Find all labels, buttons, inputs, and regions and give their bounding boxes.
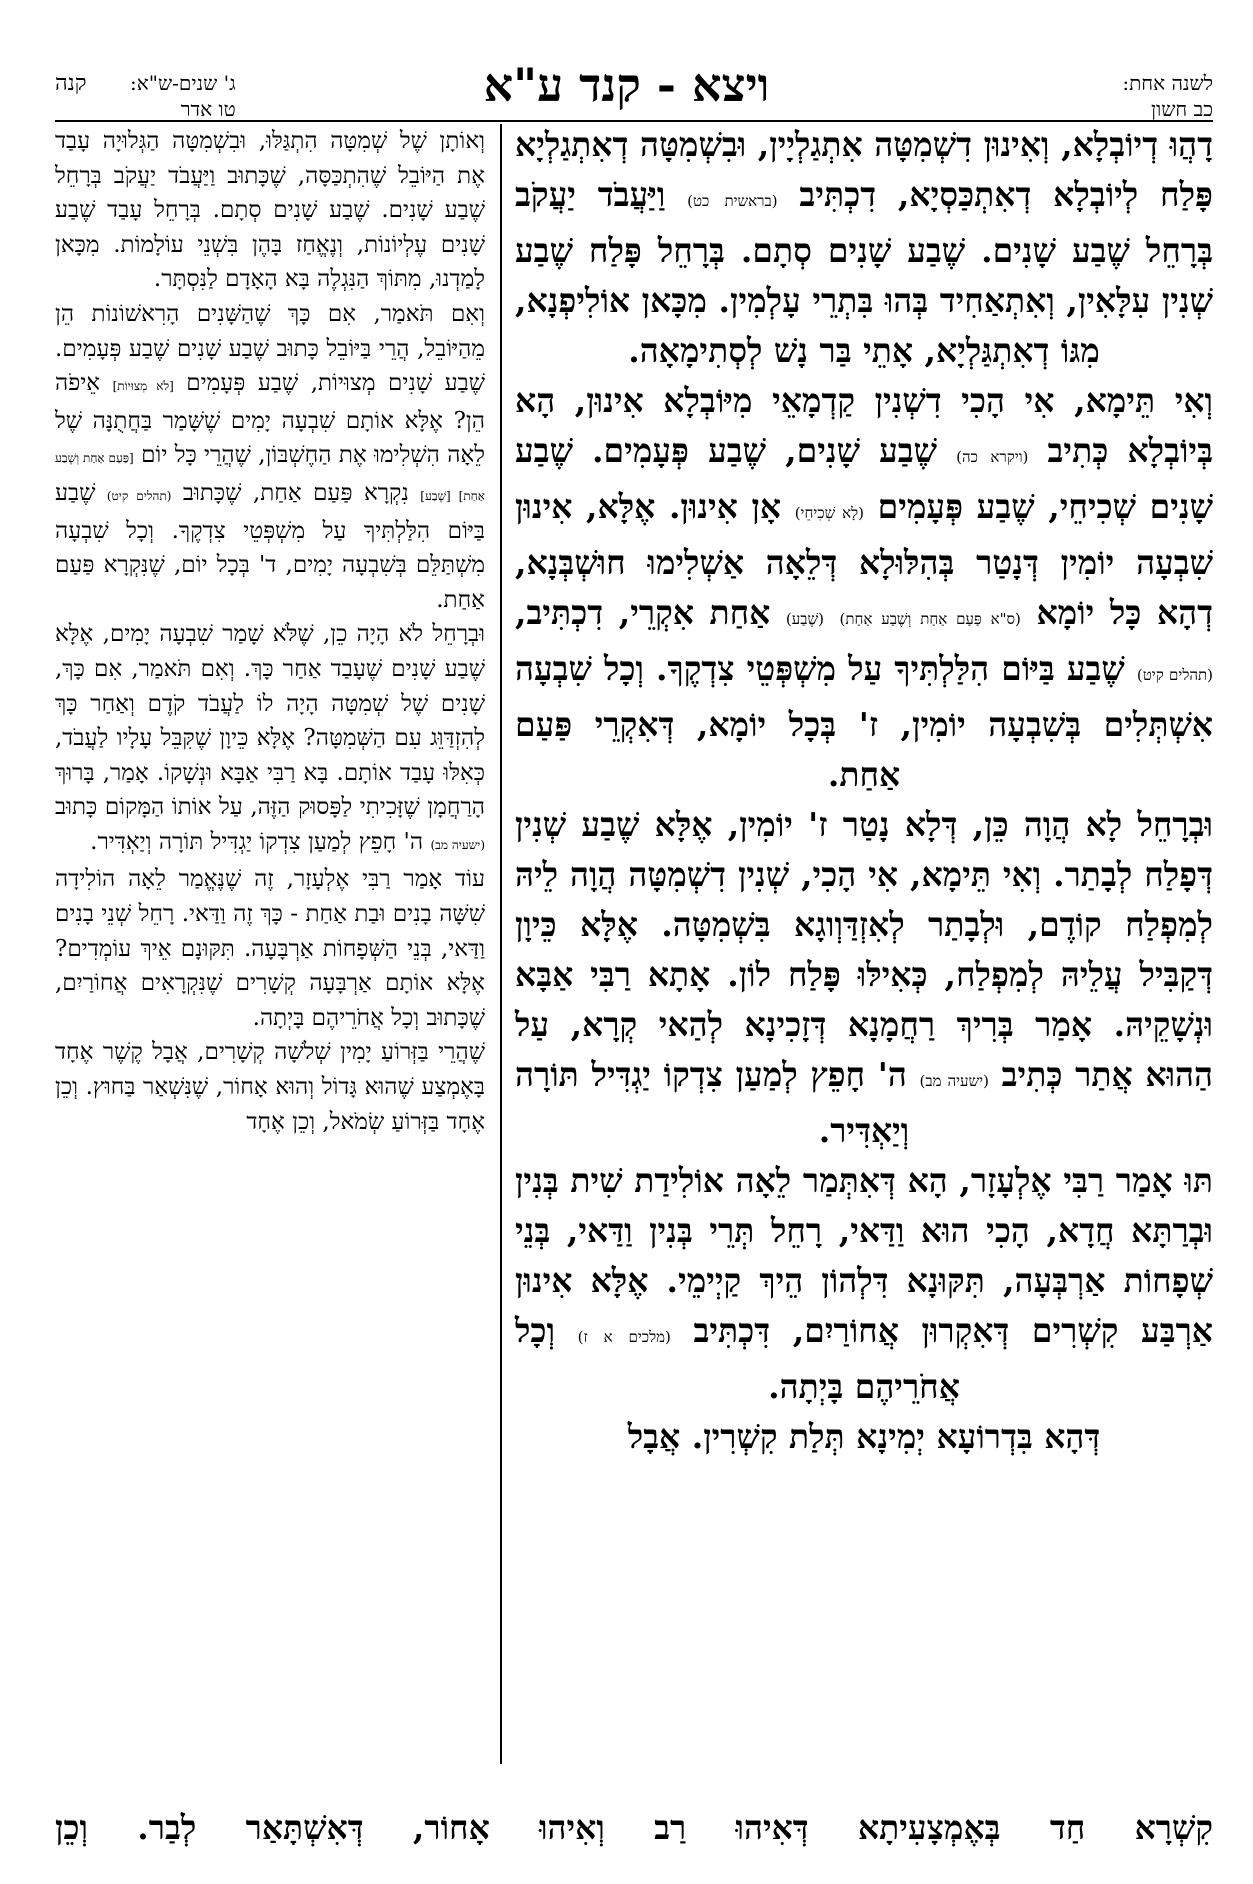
commentary-text: עוֹד אָמַר רַבִּי אֶלְעָזָר, זֶה שֶׁנֶּאֱמַר לֵאָה הוֹלִידָה שִׁשָּׁה בָנִים וּבַת אַחַת - כָּךְ זֶה וַדַּאי. רָחֵל שְׁנֵי בָנִים וַדַּאי, בְּנֵי הַשְּׁפָחוֹת אַרְבָּעָה. תִּקּוּנָם אֵיךְ עוֹמְדִים? אֶלָּא אוֹתָם אַרְבָּעָה קְשָׁרִים שֶׁנִּקְרָאִים אֲחוֹרַיִם, שֶׁכָּתוּב וְכָל אֲחֹרֵיהֶם בָּיְתָה.: [55, 866, 485, 1031]
commentary-text: אֵיפֹה הֵן? אֶלָּא אוֹתָם שִׁבְעָה יָמִים שֶׁשָּׁמַר בַּחֲתֻנָּה שֶׁל לֵאָה הִשְׁלִימוּ אֶת הַחֶשְׁבּוֹן, שֶׁהֲרֵי כָּל יוֹם: [55, 370, 486, 469]
source-reference: (ישעיה מב): [919, 1072, 989, 1090]
commentary-text: שֶׁהֲרֵי בַּזְּרוֹעַ יָמִין שְׁלֹשָׁה קְשָׁרִים, אֲבָל קֶשֶׁר אֶחָד בָּאֶמְצַע שֶׁהוּא גָּדוֹל וְהוּא אָחוֹר, שֶׁנִּשְׁאַר בַּחוּץ. וְכֵן אֶחָד בַּזְּרוֹעַ שְׂמֹאל, וְכֵן אֶחָד: [55, 1039, 485, 1135]
source-reference: (ויקרא כה): [956, 448, 1029, 466]
commentary-paragraph-1: [55, 124, 485, 297]
commentary-text: וְאִם תֹּאמַר, אִם כָּךְ שֶׁהַשָּׁנִים הָרִאשׁוֹנוֹת הֵן מֵהַיּוֹבֵל, הֲרֵי בַּיּוֹבֵל כָּתוּב שֶׁבַע שָׁנִים שֶׁבַע פְּעָמִים. שֶׁבַע שָׁנִים מְצוּיוֹת, שֶׁבַע פְּעָמִים: [55, 300, 486, 397]
main-paragraph-4: [515, 1156, 1213, 1412]
commentary-text: וּבְרָחֵל לֹא הָיָה כֵן, שֶׁלֹּא שָׁמַר שִׁבְעָה יָמִים, אֶלָּא שֶׁבַע שָׁנִים שֶׁעָבַד אַחַר כָּךְ. וְאִם תֹּאמַר, אִם כָּךְ, שָׁנִים שֶׁל שְׁמִטָּה הָיָה לוֹ לַעֲבֹד קֹדֶם וְאַחַר כָּךְ לְהִזְדַּוֵּג עִם הַשְּׁמִטָּה? אֶלָּא כֵּיוָן שֶׁקִּבֵּל עָלָיו לַעֲבֹד, כְּאִלּוּ עָבַד אוֹתָם. בָּא רַבִּי אַבָּא וּנְשָׁקוֹ. אָמַר, בָּרוּךְ הָרַחֲמָן שֶׁזָּכִיתִי לַפָּסוּק הַזֶּה, עַל אוֹתוֹ הַמָּקוֹם כָּתוּב: [55, 621, 485, 821]
commentary-paragraph-4: [55, 862, 485, 1035]
page-number: קנה: [55, 71, 87, 96]
main-column: [515, 120, 1213, 1760]
main-text: וַיַּעֲבֹד יַעֲקֹב בְּרָחֵל שֶׁבַע שָׁנִים. שֶׁבַע שָׁנִים סְתָם. בְּרָחֵל פָּלַח שֶׁבַע שְׁנִין עִלָּאִין, וְאִתְאַחִיד בְּהוּ בִּתְרֵי עָלְמִין. מִכָּאן אוֹלִיפְנָא, מִגּוֹ דְאִתְגַּלְיָא, אָתֵי בַּר נָשׁ לְסְתִימָאָה.: [515, 175, 1213, 370]
header-left-line2: טו אדר: [180, 97, 236, 121]
main-paragraph-5: [515, 1412, 1213, 1462]
source-reference: (שֶׁבַע): [785, 610, 824, 628]
main-text: וְאִי תֵּימָא, אִי הָכִי דִשְׁנִין קַדְמָאֵי מִיּוֹבְלָא אִינוּן, הָא בְּיוֹבְלָא כְּתִיב: [515, 381, 1213, 470]
header-right-line1: לשנה אחת:: [1122, 71, 1213, 95]
main-text: אָן אִינוּן. אֶלָּא, אִינוּן שִׁבְעָה יוֹמִין דְּנָטַר בְּהִלּוּלָא דְּלֵאָה אַשְׁלִימוּ חוּשְׁבְּנָא, דְהָא כָּל יוֹמָא: [515, 487, 1214, 632]
commentary-reference: (תהלים קיט): [106, 488, 172, 503]
main-paragraph-2: [515, 376, 1213, 800]
page-title: ויצא - קנד ע"א: [483, 58, 770, 112]
source-reference: (לָא שְׁכִיחֵי): [794, 504, 864, 522]
commentary-reference: [פַּעַם אַחַת וְשֶׁבַע אַחַת] [שֶׁבַע]: [55, 451, 485, 503]
bottom-line: קִשְׁרָא חַד בְּאֶמְצָעִיתָא דְּאִיהוּ רַב וְאִיהוּ אָחוֹר, דְּאִשְׁתָּאַר לְבַר. וְכֵן: [55, 1808, 1213, 1847]
main-text: ה' חָפֵץ לְמַעַן צִדְקוֹ יַגְדִּיל תּוֹרָה וְיַאְדִּיר.: [515, 1055, 910, 1150]
commentary-text: שֶׁבַע בַּיּוֹם הִלַּלְתִּיךָ עַל מִשְׁפְּטֵי צִדְקֶךָ. וְכָל שִׁבְעָה מִשְׁתַּלֵּם בְּשִׁבְעָה יָמִים, ד' בְּכָל יוֹם, שֶׁנִּקְרָא פַּעַם אַחַת.: [55, 479, 485, 613]
main-paragraph-1: [515, 120, 1213, 376]
commentary-text: ה' חָפֵץ לְמַעַן צִדְקוֹ יַגְדִּיל תּוֹרָה וְיַאְדִּיר.: [90, 828, 424, 855]
main-text: שֶׁבַע שָׁנִים, שֶׁבַע פְּעָמִים. שֶׁבַע שָׁנִים שְׁכִיחֵי, שֶׁבַע פְּעָמִים: [515, 431, 1213, 526]
commentary-text: נִקְרָא פַּעַם אַחַת, שֶׁכָּתוּב: [182, 479, 409, 506]
commentary-paragraph-5: [55, 1035, 485, 1139]
main-text: דְּהָא בִּדְרוֹעָא יְמִינָא תְּלַת קִשְׁרִין. אֲבָל: [627, 1417, 1101, 1456]
header-right-line2: כב חשון: [1151, 97, 1213, 121]
main-text: וּבְרָחֵל לָא הֲוָה כֵּן, דְּלָא נָטַר ז' יוֹמִין, אֶלָּא שֶׁבַע שְׁנִין דְּפָלַח לְבָתַר. וְאִי תֵּימָא, אִי הָכִי, שְׁנִין דִשְׁמִטָּה הֲוָה לֵיהּ לְמִפְלַח קוֹדֶם, וּלְבָתַר לְאִזְדַּוְוגָא בִּשְׁמִטָּה. אֶלָּא כֵּיוָן דְּקַבִּיל עֲלֵיהּ לְמִפְלַח, כְּאִילּוּ פָּלַח לוֹן. אָתָא רַבִּי אַבָּא וּנְשָׁקֵיהּ. אָמַר בְּרִיךְ רַחֲמָנָא דְּזָכִינָא לְהַאי קְרָא, עַל הַהוּא אֲתַר כְּתִיב: [515, 805, 1213, 1094]
header-left: [130, 70, 236, 122]
source-reference: (מלכים א ז): [577, 1328, 671, 1346]
commentary-paragraph-3: [55, 617, 485, 862]
commentary-paragraph-2: [55, 297, 485, 617]
commentary-column: [55, 124, 485, 1764]
main-paragraph-3: [515, 800, 1213, 1156]
main-text: שֶׁבַע בַּיּוֹם הִלַּלְתִּיךָ עַל מִשְׁפְּטֵי צִדְקֶךָ. וְכָל שִׁבְעָה אִשְׁתְּלִים בְּשִׁבְעָה יוֹמִין, ז' בְּכָל יוֹמָא, דְּאִקְרֵי פַּעַם אַחַת.: [515, 649, 1213, 794]
source-reference: (בראשית כט): [687, 192, 778, 210]
main-text: וְכָל אֲחֹרֵיהֶם בָּיְתָה.: [515, 1311, 960, 1406]
main-text: אַחַת אִקְרֵי, דִכְתִּיב,: [515, 593, 771, 632]
header-left-line1: ג' שנים-ש"א:: [130, 71, 236, 95]
commentary-reference: (ישעיה מב): [430, 837, 485, 852]
main-text: תּוּ אָמַר רַבִּי אֶלְעָזָר, הָא דְּאִתְּמַר לֵאָה אוֹלִידַת שִׁית בְּנִין וּבְרַתָּא חֲדָא, הָכִי הוּא וַדַּאי, רָחֵל תְּרֵי בְּנִין וַדַּאי, בְּנֵי שְׁפָחוֹת אַרְבְּעָה, תִּקּוּנָא דִּלְהוֹן הֵיךְ קַיְימֵי. אֶלָּא אִינוּן אַרְבַּע קִשְׁרִים דְּאִקְרוּן אֲחוֹרַיִם, דִּכְתִּיב: [515, 1161, 1213, 1350]
column-divider: [500, 124, 502, 1764]
commentary-reference: [לֹא מְצוּיוֹת]: [112, 379, 174, 394]
commentary-text: וְאוֹתָן שֶׁל שְׁמִטָּה הִתְגַּלּוּ, וּבִשְׁמִטָּה הַגְּלוּיָה עָבַד אֶת הַיּוֹבֵל שֶׁהִתְכַּסָּה, שֶׁכָּתוּב וַיַּעֲבֹד יַעֲקֹב בְּרָחֵל שֶׁבַע שָׁנִים. שֶׁבַע שָׁנִים סְתָם. בְּרָחֵל עָבַד שֶׁבַע שָׁנִים עֶלְיוֹנוֹת, וְנֶאֱחַז בָּהֶן בִּשְׁנֵי עוֹלָמוֹת. מִכָּאן לָמַדְנוּ, מִתּוֹךְ הַנִּגְלֶה בָּא הָאָדָם לַנִּסְתָּר.: [55, 128, 485, 293]
source-reference: (תהלים קיט): [1136, 666, 1213, 684]
main-text: דָהֲוּ דְיוֹבְלָא, וְאִינוּן דִשְׁמִטָּה אִתְגַלְיָין, וּבִשְׁמִטָּה דְאִתְגַלְיָא פָּלַח לְיוֹבְלָא דְאִתְכַּסְיָא, דִכְתִּיב: [515, 125, 1213, 214]
source-reference: (ס"א פַּעַם אַחַת וְשֶׁבַע אַחַת): [839, 610, 1021, 628]
